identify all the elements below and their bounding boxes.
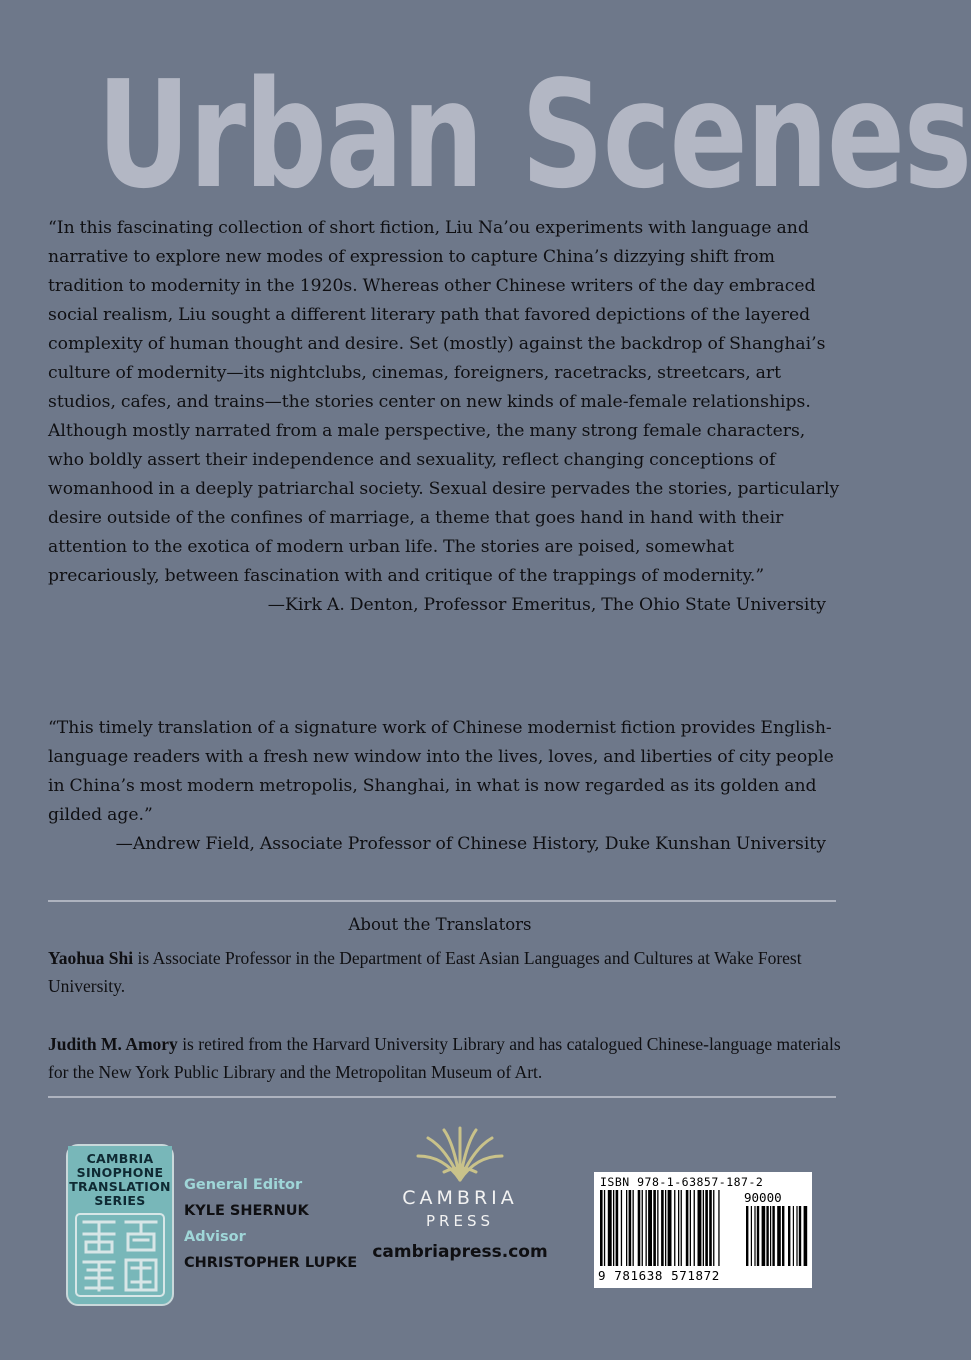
translator-name: Judith M. Amory <box>48 1034 178 1054</box>
isbn-label: ISBN 978-1-63857-187-2 <box>600 1175 764 1189</box>
blurb-text: “In this fascinating collection of short fiction, Liu Na’ou experiments with language and narrative to explore new modes of expression to capture China’s dizzying shift from tradition to modernity in the 1920s. Whereas other Chinese writers of the day embraced social realism, Liu sought a different literary path that favored depictions of the layered complexity of human thought and desire. Set (mostly) against the backdrop of Shanghai’s culture of modernity—its nightclubs, cinemas, foreigners, racetracks, streetcars, art studios, cafes, and trains—the stories center on new kinds of male-female relationships. Although mostly narrated from a male perspective, the many strong female characters, who boldly assert their independence and sexuality, reflect changing conceptions of womanhood in a deeply patriarchal society. Sexual desire pervades the stories, particularly desire outside of the confines of marriage, a theme that goes hand in hand with their attention to the exotica of modern urban life. The stories are poised, somewhat precariously, between fascination with and critique of the trappings of modernity.” <box>48 218 840 586</box>
series-logo-line: SINOPHONE <box>76 1165 164 1180</box>
publisher-subtitle: PRESS <box>426 1212 494 1230</box>
publisher-name: CAMBRIA <box>402 1187 518 1209</box>
divider <box>48 900 836 902</box>
general-editor-name: KYLE SHERNUK <box>184 1203 309 1219</box>
blurb-text: “This timely translation of a signature work of Chinese modernist fiction provides English-language readers with a fresh new window into the lives, loves, and liberties of city people in China’s most modern metropolis, Shanghai, in what is now regarded as its golden and gilded age.” <box>48 718 834 825</box>
publisher-url: cambriapress.com <box>372 1242 548 1262</box>
translator-bio-text: is Associate Professor in the Department of East Asian Languages and Cultures at Wake Forest University. <box>48 948 802 996</box>
barcode <box>594 1172 812 1288</box>
series-logo-line: TRANSLATION <box>69 1179 171 1194</box>
translator-name: Yaohua Shi <box>48 948 134 968</box>
series-logo-line: CAMBRIA <box>86 1151 154 1166</box>
blurb-quote-1 <box>48 214 840 620</box>
price-code: 90000 <box>744 1190 782 1205</box>
series-logo-line: SERIES <box>94 1193 146 1208</box>
blurb-attribution: —Andrew Field, Associate Professor of Chinese History, Duke Kunshan University <box>115 834 826 854</box>
series-editors <box>184 1172 357 1276</box>
seal-glyph-icon <box>74 1212 166 1298</box>
general-editor-label: General Editor <box>184 1177 303 1193</box>
divider <box>48 1096 836 1098</box>
book-title: Urban Scenes <box>96 49 971 221</box>
advisor-name: CHRISTOPHER LUPKE <box>184 1255 358 1271</box>
advisor-label: Advisor <box>184 1229 246 1245</box>
translator-bio-text: is retired from the Harvard University Library and has catalogued Chinese-language materials for the New York Public Library and the Metropolitan Museum of Art. <box>48 1034 841 1082</box>
publisher-block <box>360 1126 560 1266</box>
translator-bio-1 <box>48 944 848 1000</box>
series-logo-text <box>68 1146 172 1208</box>
blurb-attribution: —Kirk A. Denton, Professor Emeritus, The Ohio State University <box>267 595 826 615</box>
barcode-digits: 9 781638 571872 <box>598 1268 720 1283</box>
blurb-quote-2 <box>48 714 840 859</box>
palm-fan-icon <box>414 1126 506 1184</box>
translator-bio-2 <box>48 1030 848 1086</box>
series-logo <box>66 1144 174 1306</box>
about-translators-heading: About the Translators <box>348 915 532 934</box>
